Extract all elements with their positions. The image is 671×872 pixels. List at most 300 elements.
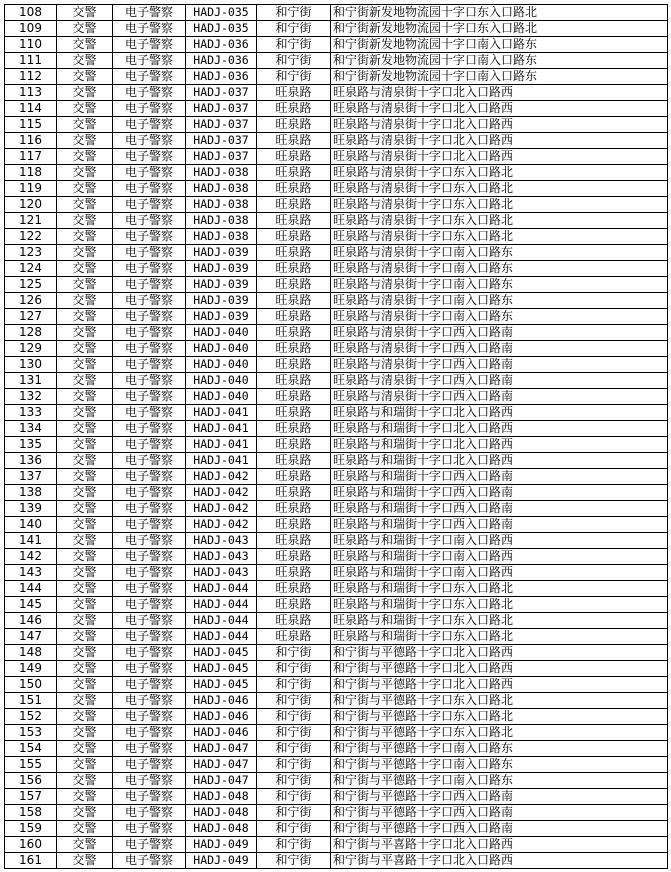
road-name-cell: 旺泉路 [257,101,331,117]
table-row [5,117,668,133]
device-code-cell: HADJ-037 [186,133,257,149]
device-type-cell: 电子警察 [113,837,186,853]
table-row [5,421,668,437]
road-name-cell: 旺泉路 [257,565,331,581]
install-location-cell: 旺泉路与清泉街十字口西入口路南 [331,357,668,373]
row-number-cell: 122 [5,229,57,245]
road-name-cell: 旺泉路 [257,181,331,197]
row-number-cell: 134 [5,421,57,437]
department-cell: 交警 [57,117,113,133]
install-location-cell: 和宁街新发地物流园十字口南入口路东 [331,37,668,53]
row-number-cell: 139 [5,501,57,517]
device-code-cell: HADJ-041 [186,405,257,421]
table-row [5,341,668,357]
table-row [5,645,668,661]
table-row [5,277,668,293]
department-cell: 交警 [57,165,113,181]
device-code-cell: HADJ-047 [186,773,257,789]
install-location-cell: 旺泉路与清泉街十字口南入口路东 [331,245,668,261]
road-name-cell: 和宁街 [257,821,331,837]
device-code-cell: HADJ-041 [186,453,257,469]
department-cell: 交警 [57,613,113,629]
row-number-cell: 133 [5,405,57,421]
device-code-cell: HADJ-044 [186,581,257,597]
table-row [5,213,668,229]
device-type-cell: 电子警察 [113,85,186,101]
department-cell: 交警 [57,549,113,565]
row-number-cell: 126 [5,293,57,309]
table-row [5,197,668,213]
device-code-cell: HADJ-038 [186,213,257,229]
install-location-cell: 旺泉路与清泉街十字口西入口路南 [331,325,668,341]
row-number-cell: 113 [5,85,57,101]
install-location-cell: 旺泉路与和瑞街十字口西入口路南 [331,485,668,501]
table-row [5,261,668,277]
row-number-cell: 158 [5,805,57,821]
road-name-cell: 旺泉路 [257,629,331,645]
install-location-cell: 和宁街与平德路十字口南入口路东 [331,757,668,773]
install-location-cell: 旺泉路与清泉街十字口东入口路北 [331,181,668,197]
row-number-cell: 155 [5,757,57,773]
department-cell: 交警 [57,741,113,757]
install-location-cell: 旺泉路与和瑞街十字口西入口路南 [331,517,668,533]
row-number-cell: 121 [5,213,57,229]
department-cell: 交警 [57,501,113,517]
device-code-cell: HADJ-036 [186,53,257,69]
install-location-cell: 和宁街新发地物流园十字口东入口路北 [331,5,668,21]
device-type-cell: 电子警察 [113,149,186,165]
row-number-cell: 140 [5,517,57,533]
road-name-cell: 和宁街 [257,661,331,677]
road-name-cell: 旺泉路 [257,437,331,453]
department-cell: 交警 [57,341,113,357]
row-number-cell: 143 [5,565,57,581]
row-number-cell: 117 [5,149,57,165]
install-location-cell: 旺泉路与清泉街十字口西入口路南 [331,373,668,389]
department-cell: 交警 [57,533,113,549]
install-location-cell: 和宁街与平德路十字口南入口路东 [331,773,668,789]
device-code-cell: HADJ-043 [186,565,257,581]
install-location-cell: 旺泉路与清泉街十字口东入口路北 [331,165,668,181]
department-cell: 交警 [57,773,113,789]
device-type-cell: 电子警察 [113,197,186,213]
device-type-cell: 电子警察 [113,245,186,261]
row-number-cell: 118 [5,165,57,181]
install-location-cell: 旺泉路与和瑞街十字口南入口路西 [331,565,668,581]
row-number-cell: 119 [5,181,57,197]
device-code-cell: HADJ-039 [186,261,257,277]
row-number-cell: 142 [5,549,57,565]
device-type-cell: 电子警察 [113,741,186,757]
device-type-cell: 电子警察 [113,517,186,533]
department-cell: 交警 [57,373,113,389]
device-code-cell: HADJ-040 [186,325,257,341]
department-cell: 交警 [57,581,113,597]
install-location-cell: 旺泉路与和瑞街十字口东入口路北 [331,629,668,645]
install-location-cell: 旺泉路与和瑞街十字口东入口路北 [331,581,668,597]
road-name-cell: 旺泉路 [257,517,331,533]
device-code-cell: HADJ-036 [186,69,257,85]
device-code-cell: HADJ-046 [186,709,257,725]
device-code-cell: HADJ-049 [186,853,257,869]
device-type-cell: 电子警察 [113,133,186,149]
device-type-cell: 电子警察 [113,725,186,741]
device-type-cell: 电子警察 [113,21,186,37]
install-location-cell: 旺泉路与和瑞街十字口北入口路西 [331,421,668,437]
device-code-cell: HADJ-039 [186,293,257,309]
row-number-cell: 125 [5,277,57,293]
table-row [5,533,668,549]
device-type-cell: 电子警察 [113,69,186,85]
department-cell: 交警 [57,261,113,277]
camera-list-table [4,4,668,869]
road-name-cell: 和宁街 [257,837,331,853]
row-number-cell: 112 [5,69,57,85]
device-type-cell: 电子警察 [113,581,186,597]
device-type-cell: 电子警察 [113,629,186,645]
row-number-cell: 138 [5,485,57,501]
department-cell: 交警 [57,693,113,709]
department-cell: 交警 [57,101,113,117]
row-number-cell: 151 [5,693,57,709]
device-type-cell: 电子警察 [113,821,186,837]
road-name-cell: 和宁街 [257,645,331,661]
install-location-cell: 和宁街与平喜路十字口北入口路西 [331,853,668,869]
install-location-cell: 和宁街与平德路十字口西入口路南 [331,789,668,805]
table-row [5,501,668,517]
road-name-cell: 旺泉路 [257,277,331,293]
device-type-cell: 电子警察 [113,677,186,693]
install-location-cell: 和宁街与平德路十字口西入口路南 [331,805,668,821]
device-code-cell: HADJ-047 [186,757,257,773]
table-body [5,5,668,869]
road-name-cell: 旺泉路 [257,197,331,213]
road-name-cell: 旺泉路 [257,325,331,341]
device-code-cell: HADJ-039 [186,277,257,293]
device-type-cell: 电子警察 [113,389,186,405]
device-type-cell: 电子警察 [113,357,186,373]
department-cell: 交警 [57,661,113,677]
department-cell: 交警 [57,725,113,741]
road-name-cell: 和宁街 [257,853,331,869]
road-name-cell: 旺泉路 [257,597,331,613]
road-name-cell: 旺泉路 [257,549,331,565]
department-cell: 交警 [57,325,113,341]
department-cell: 交警 [57,37,113,53]
device-type-cell: 电子警察 [113,181,186,197]
road-name-cell: 旺泉路 [257,261,331,277]
row-number-cell: 148 [5,645,57,661]
department-cell: 交警 [57,357,113,373]
install-location-cell: 旺泉路与和瑞街十字口西入口路南 [331,469,668,485]
row-number-cell: 153 [5,725,57,741]
device-type-cell: 电子警察 [113,309,186,325]
row-number-cell: 130 [5,357,57,373]
table-row [5,853,668,869]
device-type-cell: 电子警察 [113,501,186,517]
department-cell: 交警 [57,245,113,261]
row-number-cell: 147 [5,629,57,645]
device-code-cell: HADJ-037 [186,117,257,133]
device-type-cell: 电子警察 [113,597,186,613]
device-type-cell: 电子警察 [113,325,186,341]
device-type-cell: 电子警察 [113,277,186,293]
install-location-cell: 旺泉路与清泉街十字口北入口路西 [331,117,668,133]
road-name-cell: 旺泉路 [257,389,331,405]
device-code-cell: HADJ-041 [186,437,257,453]
department-cell: 交警 [57,293,113,309]
road-name-cell: 和宁街 [257,773,331,789]
row-number-cell: 129 [5,341,57,357]
install-location-cell: 旺泉路与清泉街十字口南入口路东 [331,261,668,277]
row-number-cell: 109 [5,21,57,37]
road-name-cell: 旺泉路 [257,485,331,501]
install-location-cell: 旺泉路与和瑞街十字口北入口路西 [331,453,668,469]
install-location-cell: 和宁街与平德路十字口北入口路西 [331,677,668,693]
install-location-cell: 和宁街与平德路十字口东入口路北 [331,725,668,741]
department-cell: 交警 [57,629,113,645]
row-number-cell: 108 [5,5,57,21]
device-type-cell: 电子警察 [113,805,186,821]
road-name-cell: 旺泉路 [257,533,331,549]
device-code-cell: HADJ-043 [186,549,257,565]
device-type-cell: 电子警察 [113,453,186,469]
device-code-cell: HADJ-042 [186,485,257,501]
device-code-cell: HADJ-048 [186,805,257,821]
department-cell: 交警 [57,485,113,501]
device-code-cell: HADJ-041 [186,421,257,437]
table-row [5,469,668,485]
row-number-cell: 127 [5,309,57,325]
table-row [5,405,668,421]
table-row [5,837,668,853]
road-name-cell: 旺泉路 [257,293,331,309]
department-cell: 交警 [57,389,113,405]
device-code-cell: HADJ-046 [186,693,257,709]
table-row [5,597,668,613]
device-type-cell: 电子警察 [113,485,186,501]
install-location-cell: 旺泉路与和瑞街十字口东入口路北 [331,597,668,613]
device-type-cell: 电子警察 [113,757,186,773]
device-code-cell: HADJ-037 [186,149,257,165]
install-location-cell: 旺泉路与和瑞街十字口南入口路西 [331,549,668,565]
road-name-cell: 旺泉路 [257,421,331,437]
install-location-cell: 旺泉路与清泉街十字口东入口路北 [331,213,668,229]
department-cell: 交警 [57,197,113,213]
table-row [5,693,668,709]
row-number-cell: 141 [5,533,57,549]
row-number-cell: 124 [5,261,57,277]
device-code-cell: HADJ-038 [186,197,257,213]
device-code-cell: HADJ-039 [186,245,257,261]
device-type-cell: 电子警察 [113,229,186,245]
table-row [5,485,668,501]
table-row [5,581,668,597]
device-type-cell: 电子警察 [113,853,186,869]
install-location-cell: 旺泉路与清泉街十字口西入口路南 [331,341,668,357]
table-row [5,21,668,37]
department-cell: 交警 [57,437,113,453]
device-type-cell: 电子警察 [113,165,186,181]
road-name-cell: 和宁街 [257,5,331,21]
row-number-cell: 111 [5,53,57,69]
install-location-cell: 旺泉路与清泉街十字口南入口路东 [331,309,668,325]
install-location-cell: 和宁街与平德路十字口西入口路南 [331,821,668,837]
row-number-cell: 137 [5,469,57,485]
device-type-cell: 电子警察 [113,469,186,485]
install-location-cell: 和宁街与平德路十字口南入口路东 [331,741,668,757]
road-name-cell: 旺泉路 [257,373,331,389]
row-number-cell: 149 [5,661,57,677]
department-cell: 交警 [57,677,113,693]
road-name-cell: 旺泉路 [257,453,331,469]
device-code-cell: HADJ-042 [186,517,257,533]
road-name-cell: 和宁街 [257,693,331,709]
table-row [5,149,668,165]
department-cell: 交警 [57,757,113,773]
device-type-cell: 电子警察 [113,261,186,277]
road-name-cell: 和宁街 [257,21,331,37]
row-number-cell: 146 [5,613,57,629]
road-name-cell: 旺泉路 [257,581,331,597]
department-cell: 交警 [57,85,113,101]
install-location-cell: 旺泉路与和瑞街十字口北入口路西 [331,405,668,421]
row-number-cell: 154 [5,741,57,757]
device-code-cell: HADJ-047 [186,741,257,757]
department-cell: 交警 [57,21,113,37]
install-location-cell: 旺泉路与清泉街十字口南入口路东 [331,277,668,293]
table-row [5,181,668,197]
install-location-cell: 和宁街与平德路十字口东入口路北 [331,693,668,709]
device-code-cell: HADJ-040 [186,389,257,405]
install-location-cell: 旺泉路与和瑞街十字口南入口路西 [331,533,668,549]
install-location-cell: 和宁街与平德路十字口北入口路西 [331,645,668,661]
table-row [5,789,668,805]
road-name-cell: 旺泉路 [257,85,331,101]
road-name-cell: 和宁街 [257,805,331,821]
install-location-cell: 旺泉路与清泉街十字口西入口路南 [331,389,668,405]
device-code-cell: HADJ-038 [186,181,257,197]
table-row [5,565,668,581]
install-location-cell: 旺泉路与清泉街十字口北入口路西 [331,149,668,165]
install-location-cell: 旺泉路与和瑞街十字口北入口路西 [331,437,668,453]
device-type-cell: 电子警察 [113,53,186,69]
row-number-cell: 116 [5,133,57,149]
device-code-cell: HADJ-044 [186,629,257,645]
road-name-cell: 旺泉路 [257,165,331,181]
device-code-cell: HADJ-045 [186,661,257,677]
road-name-cell: 和宁街 [257,789,331,805]
device-code-cell: HADJ-049 [186,837,257,853]
install-location-cell: 旺泉路与清泉街十字口东入口路北 [331,197,668,213]
department-cell: 交警 [57,421,113,437]
row-number-cell: 150 [5,677,57,693]
road-name-cell: 旺泉路 [257,501,331,517]
table-row [5,101,668,117]
road-name-cell: 旺泉路 [257,229,331,245]
table-row [5,309,668,325]
road-name-cell: 旺泉路 [257,133,331,149]
device-type-cell: 电子警察 [113,421,186,437]
department-cell: 交警 [57,645,113,661]
department-cell: 交警 [57,309,113,325]
table-row [5,85,668,101]
table-row [5,373,668,389]
table-row [5,229,668,245]
table-row [5,53,668,69]
road-name-cell: 旺泉路 [257,309,331,325]
device-type-cell: 电子警察 [113,693,186,709]
device-code-cell: HADJ-046 [186,725,257,741]
device-code-cell: HADJ-036 [186,37,257,53]
device-code-cell: HADJ-040 [186,373,257,389]
department-cell: 交警 [57,213,113,229]
install-location-cell: 和宁街与平喜路十字口北入口路西 [331,837,668,853]
device-code-cell: HADJ-045 [186,645,257,661]
device-type-cell: 电子警察 [113,549,186,565]
install-location-cell: 旺泉路与清泉街十字口北入口路西 [331,85,668,101]
table-row [5,805,668,821]
table-row [5,677,668,693]
row-number-cell: 145 [5,597,57,613]
department-cell: 交警 [57,837,113,853]
department-cell: 交警 [57,469,113,485]
row-number-cell: 135 [5,437,57,453]
table-row [5,37,668,53]
table-row [5,245,668,261]
table-row [5,165,668,181]
department-cell: 交警 [57,53,113,69]
row-number-cell: 132 [5,389,57,405]
department-cell: 交警 [57,709,113,725]
device-type-cell: 电子警察 [113,341,186,357]
install-location-cell: 和宁街与平德路十字口北入口路西 [331,661,668,677]
device-code-cell: HADJ-048 [186,821,257,837]
table-row [5,357,668,373]
device-type-cell: 电子警察 [113,613,186,629]
table-row [5,69,668,85]
install-location-cell: 旺泉路与和瑞街十字口西入口路南 [331,501,668,517]
device-type-cell: 电子警察 [113,789,186,805]
table-row [5,437,668,453]
device-type-cell: 电子警察 [113,533,186,549]
device-type-cell: 电子警察 [113,661,186,677]
row-number-cell: 157 [5,789,57,805]
row-number-cell: 110 [5,37,57,53]
road-name-cell: 旺泉路 [257,341,331,357]
device-type-cell: 电子警察 [113,645,186,661]
device-type-cell: 电子警察 [113,709,186,725]
device-code-cell: HADJ-038 [186,165,257,181]
device-code-cell: HADJ-044 [186,613,257,629]
table-row [5,757,668,773]
row-number-cell: 136 [5,453,57,469]
device-code-cell: HADJ-038 [186,229,257,245]
device-code-cell: HADJ-044 [186,597,257,613]
road-name-cell: 和宁街 [257,69,331,85]
table-row [5,741,668,757]
road-name-cell: 旺泉路 [257,357,331,373]
department-cell: 交警 [57,565,113,581]
device-code-cell: HADJ-040 [186,357,257,373]
device-type-cell: 电子警察 [113,101,186,117]
device-type-cell: 电子警察 [113,213,186,229]
device-type-cell: 电子警察 [113,293,186,309]
device-code-cell: HADJ-043 [186,533,257,549]
install-location-cell: 和宁街新发地物流园十字口南入口路东 [331,53,668,69]
row-number-cell: 123 [5,245,57,261]
road-name-cell: 旺泉路 [257,245,331,261]
